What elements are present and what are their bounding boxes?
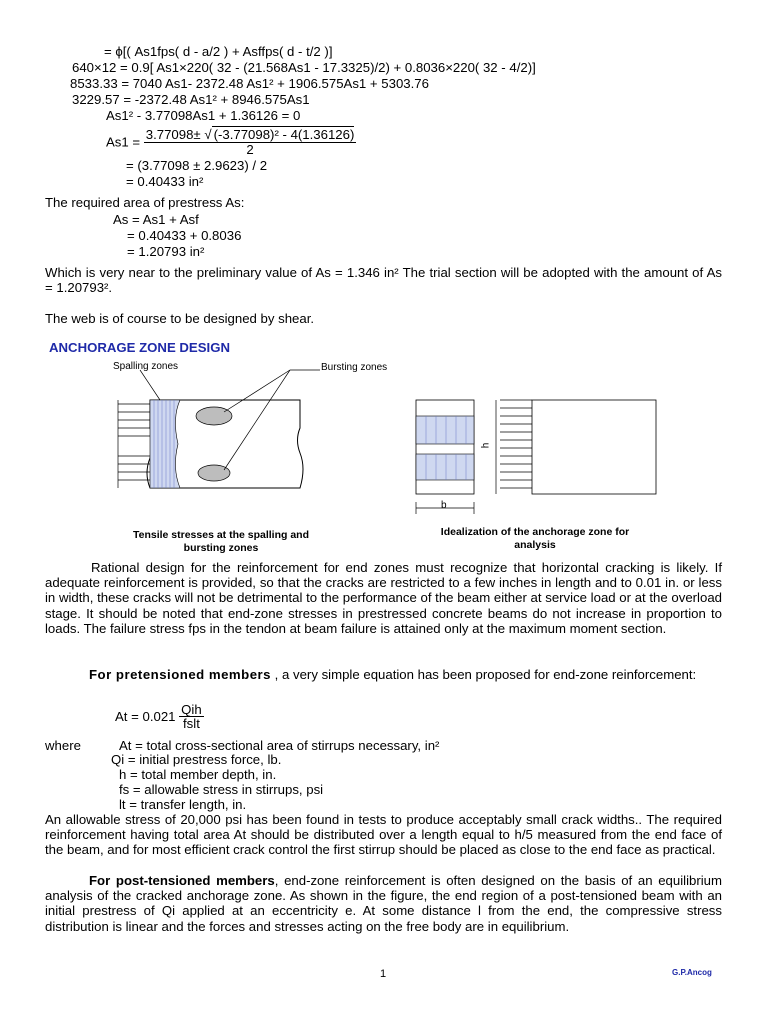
eq-2 xyxy=(72,60,536,75)
posttension-bold: For post-tensioned members xyxy=(89,873,275,888)
eq-3 xyxy=(70,76,429,91)
para-web: The web is of course to be designed by shear. xyxy=(45,311,315,326)
where-word: where xyxy=(45,738,81,753)
eq-3-lhs: 8533.33 = xyxy=(70,76,130,91)
prestress-line3: = 1.20793 in² xyxy=(127,244,205,259)
section-heading: ANCHORAGE ZONE DESIGN xyxy=(49,340,230,355)
def-at: At = total cross-sectional area of stirrups necessary, in² xyxy=(119,738,440,753)
def-h: h = total member depth, in. xyxy=(119,767,277,782)
spalling-bursting-diagram xyxy=(118,370,320,488)
eq-4-lhs: 3229.57 = xyxy=(72,92,132,107)
eq-6-num-a: 3.77098± xyxy=(145,127,201,142)
b-label: b xyxy=(441,500,447,511)
eq-5-text: As1² - 3.77098As1 + 1.36126 = 0 xyxy=(106,108,301,123)
eq-4 xyxy=(72,92,310,107)
eq-8 xyxy=(126,174,203,189)
eq-7 xyxy=(126,158,267,173)
para-allowable: An allowable stress of 20,000 psi has been found in tests to produce acceptably small crack widths.. The required reinforcement having total area At should be distributed over a length equal to h/5 measured from the end face of the beam, and for most efficient crack control the first stirrup should be placed as close to the end face as practical. xyxy=(45,812,722,858)
author: G.P.Ancog xyxy=(672,968,712,977)
page-number: 1 xyxy=(380,968,387,980)
formula-lhs: At = 0.021 xyxy=(115,709,176,724)
prestress-line2: = 0.40433 + 0.8036 xyxy=(127,228,242,243)
pretension-rest: , a very simple equation has been proposed for end-zone reinforcement: xyxy=(271,667,697,682)
formula-num: Qih xyxy=(181,702,202,717)
def-lt: lt = transfer length, in. xyxy=(119,797,247,812)
bursting-label: Bursting zones xyxy=(321,362,388,373)
caption-right: Idealization of the anchorage zone for analysis xyxy=(440,526,630,551)
eq-6-lhs: As1 = xyxy=(106,134,141,150)
formula-fraction xyxy=(179,703,204,730)
posttension-rest: , end-zone reinforcement is often designed on the basis of an equilibrium analysis of the cracked anchorage zone. As shown in the figure, the end region of a post-tensioned beam with an initial prestress of Qi applied at an eccentricity e. At some distance l from the end, the compressive stress distribution is linear and the forces and stresses acting on the free body are in equilibrium. xyxy=(45,873,722,934)
prestress-intro: The required area of prestress As: xyxy=(45,195,245,210)
prestress-line1: As = As1 + Asf xyxy=(113,212,199,227)
eq-4-rhs: -2372.48 As1² + 8946.575As1 xyxy=(134,92,310,107)
para-rational: Rational design for the reinforcement for end zones must recognize that horizontal cracking is likely. If adequate reinforcement is provided, so that the cracks are restricted to a few inches in length and to 0.01 in. or less in width, these cracks will not be detrimental to the performance of the beam either at service load or at the overload stage. It should be noted that end-zone stresses in prestressed concrete beams do not increase in proportion to loads. The failure stress fps in the tendon at beam failure is attained only at the maximum moment section. xyxy=(45,560,722,636)
eq-5 xyxy=(106,108,300,123)
pretension-bold: For pretensioned members xyxy=(89,667,272,682)
eq-6-denominator: 2 xyxy=(246,142,254,157)
para-near: Which is very near to the preliminary value of As = 1.346 in² The trial section will be adopted with the amount of As = 1.20793². xyxy=(45,265,722,296)
eq-mu-text: = ϕ[( As1fps( d - a/2 ) + Asffps( d - t/2 )] xyxy=(104,44,333,59)
eq-3-rhs: 7040 As1- 2372.48 As1² + 1906.575As1 + 5303.76 xyxy=(132,76,429,91)
eq-7-text: = (3.77098 ± 2.9623) / 2 xyxy=(126,158,268,173)
eq-6-num-sqrt: (-3.77098)² - 4(1.36126) xyxy=(213,127,355,142)
para-pretension xyxy=(45,667,722,682)
para-posttension xyxy=(45,873,722,934)
eq-8-text: = 0.40433 in² xyxy=(126,174,204,189)
eq-6 xyxy=(106,128,356,157)
eq-2-lhs: 640×12 = xyxy=(72,60,128,75)
def-fs: fs = allowable stress in stirrups, psi xyxy=(119,782,324,797)
formula-at xyxy=(115,703,204,730)
sqrt-icon: √ xyxy=(204,127,212,142)
spalling-label: Spalling zones xyxy=(113,361,179,372)
eq-mu xyxy=(104,44,332,59)
caption-left: Tensile stresses at the spalling and bursting zones xyxy=(132,529,310,554)
eq-2-rhs: 0.9[ As1×220( 32 - (21.568As1 - 17.3325)/2) + 0.8036×220( 32 - 4/2)] xyxy=(131,60,536,75)
idealization-diagram xyxy=(416,400,656,514)
eq-6-fraction xyxy=(144,128,357,157)
eq-6-numerator xyxy=(144,128,357,143)
formula-den: fslt xyxy=(183,716,200,731)
anchorage-figure xyxy=(100,358,670,528)
h-label: h xyxy=(480,442,492,449)
def-qi: Qi = initial prestress force, lb. xyxy=(111,752,282,767)
